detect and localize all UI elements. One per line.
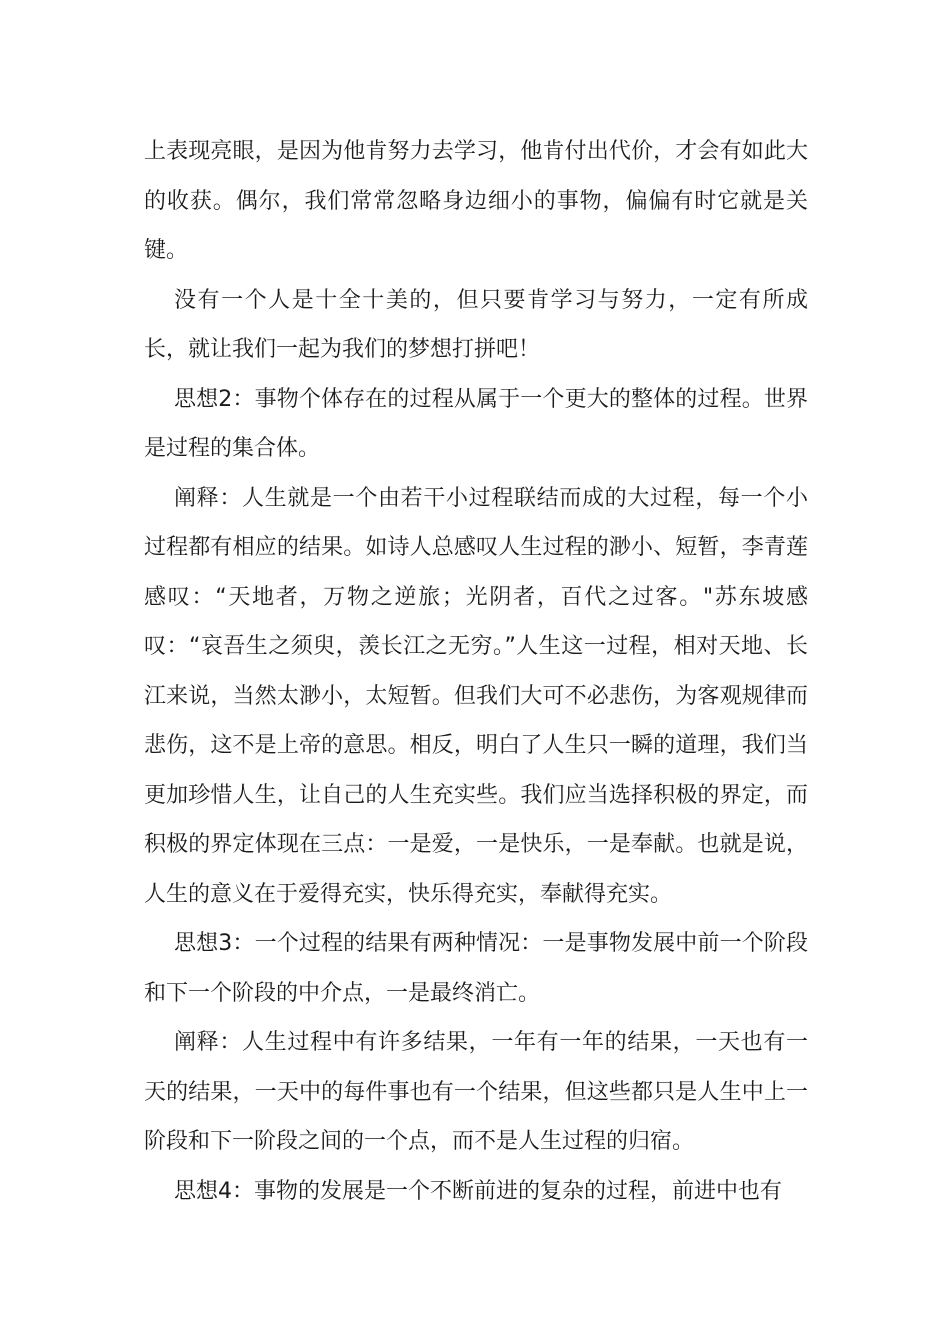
document-body xyxy=(144,127,808,1216)
paragraph-explanation-3: 阐释：人生过程中有许多结果，一年有一年的结果，一天也有一天的结果，一天中的每件事也有一个结果，但这些都只是人生中上一阶段和下一阶段之间的一个点，而不是人生过程的归宿。 xyxy=(144,1030,808,1154)
paragraph-thought-3: 思想3：一个过程的结果有两种情况：一是事物发展中前一个阶段和下一个阶段的中介点，一是最终消亡。 xyxy=(144,931,808,1006)
paragraph-thought-4: 思想4：事物的发展是一个不断前进的复杂的过程，前进中也有 xyxy=(174,1178,782,1204)
paragraph-conclusion: 没有一个人是十全十美的，但只要肯学习与努力，一定有所成长，就让我们一起为我们的梦想打拼吧！ xyxy=(144,287,808,362)
paragraph-continuation: 上表现亮眼，是因为他肯努力去学习，他肯付出代价，才会有如此大的收获。偶尔，我们常常忽略身边细小的事物，偏偏有时它就是关键。 xyxy=(144,139,808,263)
paragraph-explanation-2: 阐释：人生就是一个由若干小过程联结而成的大过程，每一个小过程都有相应的结果。如诗人总感叹人生过程的渺小、短暂，李青莲感叹：“天地者，万物之逆旅；光阴者，百代之过客。"苏东坡感叹：“哀吾生之须臾，羡长江之无穷。”人生这一过程，相对天地、长江来说，当然太渺小，太短暂。但我们大可不必悲伤，为客观规律而悲伤，这不是上帝的意思。相反，明白了人生只一瞬的道理，我们当更加珍惜人生，让自己的人生充实些。我们应当选择积极的界定，而积极的界定体现在三点：一是爱，一是快乐，一是奉献。也就是说，人生的意义在于爱得充实，快乐得充实，奉献得充实。 xyxy=(144,485,808,907)
paragraph-thought-2: 思想2：事物个体存在的过程从属于一个更大的整体的过程。世界是过程的集合体。 xyxy=(144,386,808,461)
